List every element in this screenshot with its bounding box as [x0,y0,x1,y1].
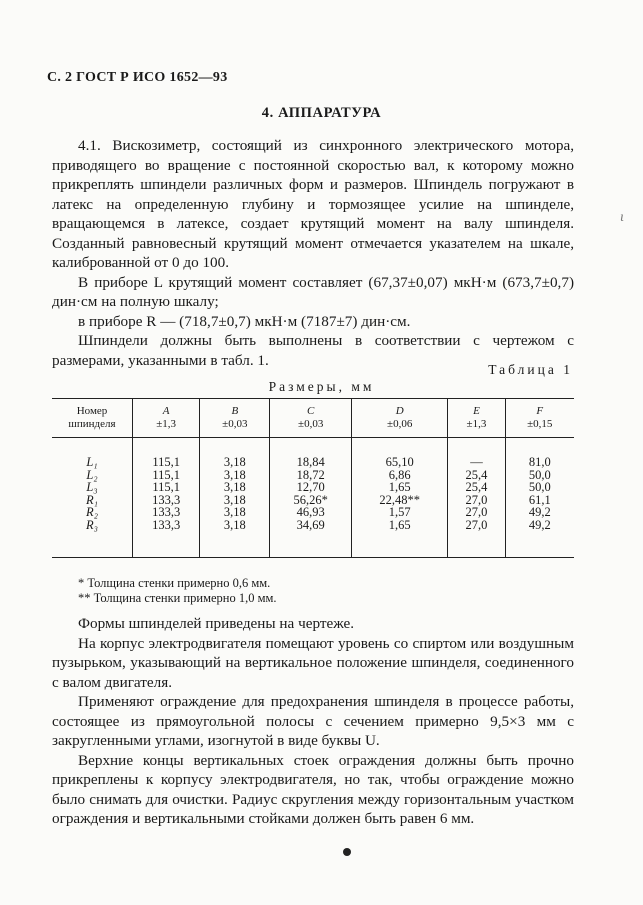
col-header-b [200,399,270,438]
cell: 3,18 [200,494,270,507]
col-name: A [162,405,170,417]
cell: 65,10 [352,438,448,469]
cell: 6,86 [352,469,448,482]
col-name: Номер шпинделя [68,405,116,430]
col-tolerance: ±0,03 [222,418,248,430]
cell: 3,18 [200,506,270,519]
cell: L₁ [86,455,98,469]
cell: 81,0 [505,438,574,469]
table-row [52,438,574,469]
cell: 56,26* [270,494,352,507]
table-notes [78,576,277,606]
cell: 115,1 [133,438,200,469]
cell: 18,72 [270,469,352,482]
col-name: C [307,405,315,417]
col-header-spindle [52,399,133,438]
cell: 27,0 [448,519,505,558]
paragraph-device-r: в приборе R — (718,7±0,7) мкН·м (7187±7) дин·см. [78,312,411,330]
cell: 3,18 [200,469,270,482]
col-header-d [352,399,448,438]
bottom-paragraphs [52,614,574,829]
cell: L₃ [86,480,98,494]
cell: 61,1 [505,494,574,507]
cell: R₃ [86,517,98,532]
dimensions-table [52,398,574,558]
cell: 115,1 [133,481,200,494]
cell: R₁ [86,492,98,507]
cell: 133,3 [133,519,200,558]
cell: 1,65 [352,481,448,494]
rule-cell [200,557,270,558]
rule-cell [133,557,200,558]
col-tolerance: ±0,15 [527,418,553,430]
table-row [52,481,574,494]
margin-scribble-mark: ι [620,210,624,225]
col-tolerance: ±1,3 [156,418,177,430]
col-name: D [395,405,404,417]
cell: — [448,438,505,469]
cell: 1,65 [352,519,448,558]
cell: 3,18 [200,481,270,494]
cell: 50,0 [505,481,574,494]
cell: 3,18 [200,519,270,558]
rule-cell [352,557,448,558]
cell: R₂ [86,505,98,519]
paragraph-guard-mount: Верхние концы вертикальных стоек ограждения должны быть прочно прикреплены к корпусу электродвигателя, но так, чтобы ограждение можно было снимать для очистки. Радиус скругления между горизонтальным участком ограждения и вертикальными стойками должен быть равен 6 мм. [52,751,574,827]
cell: 25,4 [448,481,505,494]
rule-cell [270,557,352,558]
col-header-f [505,399,574,438]
cell: 22,48** [352,494,448,507]
table-row [52,506,574,519]
page-dot-mark [343,848,351,856]
table-caption: Размеры, мм [268,379,375,394]
cell: 12,70 [270,481,352,494]
paragraph-device-l: В приборе L крутящий момент составляет (67,37±0,07) мкН·м (673,7±0,7) дин·см на полную шкалу; [52,273,574,310]
cell: 133,3 [133,506,200,519]
cell: 18,84 [270,438,352,469]
cell: 27,0 [448,494,505,507]
table-bottom-rule [52,557,574,558]
col-tolerance: ±0,03 [298,418,324,430]
paragraph-level: На корпус электродвигателя помещают уровень со спиртом или воздушным пузырьком, указывающий на вертикальное положение шпинделя, соединенного с валом двигателя. [52,634,574,691]
paragraph-spindles: Шпиндели должны быть выполнены в соответствии с чертежом с размерами, указанными в табл. 1. [52,332,574,369]
rule-cell [448,557,505,558]
cell: 25,4 [448,469,505,482]
table-label: Таблица 1 [488,362,573,377]
cell: 49,2 [505,506,574,519]
table-row [52,519,574,558]
section-title: 4. АППАРАТУРА [261,105,382,121]
cell: 27,0 [448,506,505,519]
cell: 3,18 [200,438,270,469]
col-name: B [231,405,239,417]
col-header-e [448,399,505,438]
col-header-a [133,399,200,438]
col-name: F [536,405,544,417]
col-header-c [270,399,352,438]
cell: 1,57 [352,506,448,519]
rule-cell [505,557,574,558]
col-name: E [473,405,480,417]
page-header: С. 2 ГОСТ Р ИСО 1652—93 [47,70,228,85]
cell: 46,93 [270,506,352,519]
paragraph-spindle-forms: Формы шпинделей приведены на чертеже. [78,615,355,632]
paragraph-guard: Применяют ограждение для предохранения шпинделя в процессе работы, состоящее из прямоугольной полосы с сечением примерно 9,5×3 мм с закругленными углами, изогнутой в виде буквы U. [52,693,574,749]
cell: 115,1 [133,469,200,482]
cell: 34,69 [270,519,352,558]
cell: L₂ [86,467,98,482]
top-paragraphs [52,136,574,370]
cell: 49,2 [505,519,574,558]
col-tolerance: ±0,06 [387,418,413,430]
rule-cell [52,557,133,558]
cell: 50,0 [505,469,574,482]
note-wall-thin: * Толщина стенки примерно 0,6 мм. [78,576,271,590]
note-wall-thick: ** Толщина стенки примерно 1,0 мм. [78,591,277,605]
paragraph-viscometer: 4.1. Вискозиметр, состоящий из синхронного электрического мотора, приводящего во вращение с постоянной скоростью вал, к которому можно прикреплять шпиндели различных форм и размеров. Шпиндель погружают в латекс на определенную глубину и тормозящее усилие на шпинделе, вращающемся в латексе, создает крутящий момент на валу шпинделя. Созданный равновесный крутящий момент отмечается указателем на шкале, калиброванной от 0 до 100. [52,137,574,271]
col-tolerance: ±1,3 [466,418,487,430]
cell: 133,3 [133,494,200,507]
table-header-row [52,399,574,438]
